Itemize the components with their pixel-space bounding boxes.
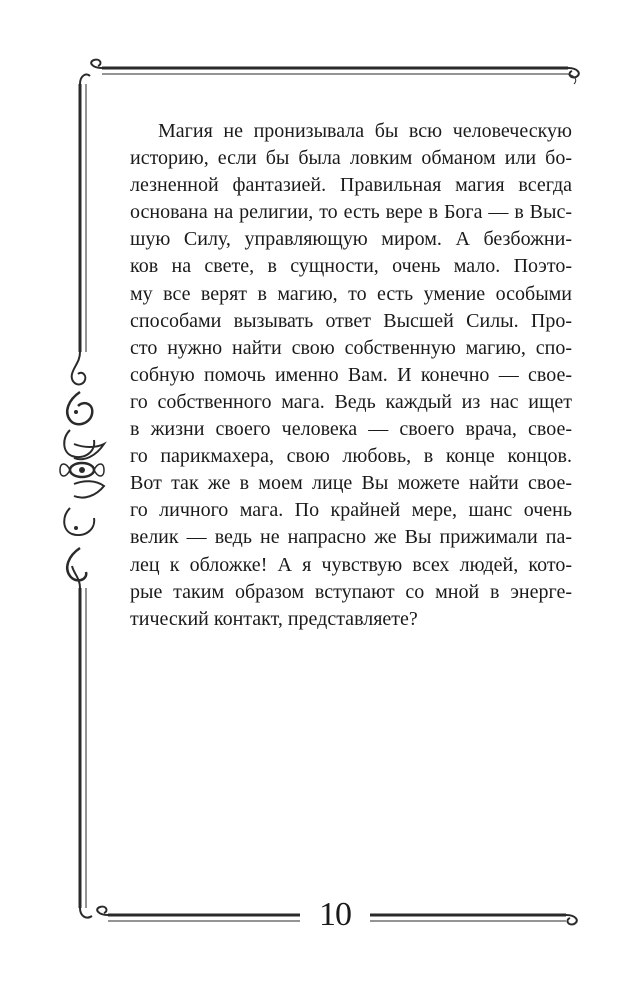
text-line: тический контакт, представляете? — [130, 607, 418, 630]
text-line: шую Силу, управляющую миром. А безбожни- — [130, 228, 572, 251]
text-line: Магия не пронизывала бы всю человеческую — [158, 120, 572, 142]
text-line: рые таким образом вступают со мной в энерге- — [130, 580, 572, 603]
corner-curl-icon — [566, 915, 577, 924]
corner-curl-icon — [91, 60, 102, 68]
text-line: го личного мага. По крайней мере, шанс очень — [130, 499, 572, 522]
text-line: лец к обложке! А я чувствую всех людей, кото- — [130, 553, 572, 576]
text-line: сто нужно найти свою собственную магию, спо- — [130, 336, 572, 359]
corner-curl-icon — [97, 907, 108, 915]
page-number: 10 — [300, 893, 370, 937]
text-line: собную помочь именно Вам. И конечно — свое- — [130, 363, 572, 386]
text-line: лезненной фантазией. Правильная магия всегда — [130, 174, 572, 197]
body-text — [130, 118, 572, 633]
text-line: му все верят в магию, то есть умение особыми — [130, 282, 572, 305]
text-line: Вот так же в моем лице Вы можете найти свое- — [130, 472, 572, 495]
text-line: историю, если бы была ловким обманом или бо- — [130, 147, 572, 170]
text-line: способами вызывать ответ Высшей Силы. Про- — [130, 309, 572, 332]
text-line: го парикмахера, свою любовь, в конце концов. — [130, 445, 572, 468]
text-line: велик — ведь не напрасно же Вы прижимали па- — [130, 526, 572, 549]
text-line: в жизни своего человека — своего врача, свое- — [130, 418, 572, 441]
text-line: основана на религии, то есть вере в Бога — в Выс- — [130, 201, 572, 224]
text-line: ков на свете, в сущности, очень мало. Поэто- — [130, 255, 572, 278]
text-line: го собственного мага. Ведь каждый из нас ищет — [130, 390, 572, 413]
